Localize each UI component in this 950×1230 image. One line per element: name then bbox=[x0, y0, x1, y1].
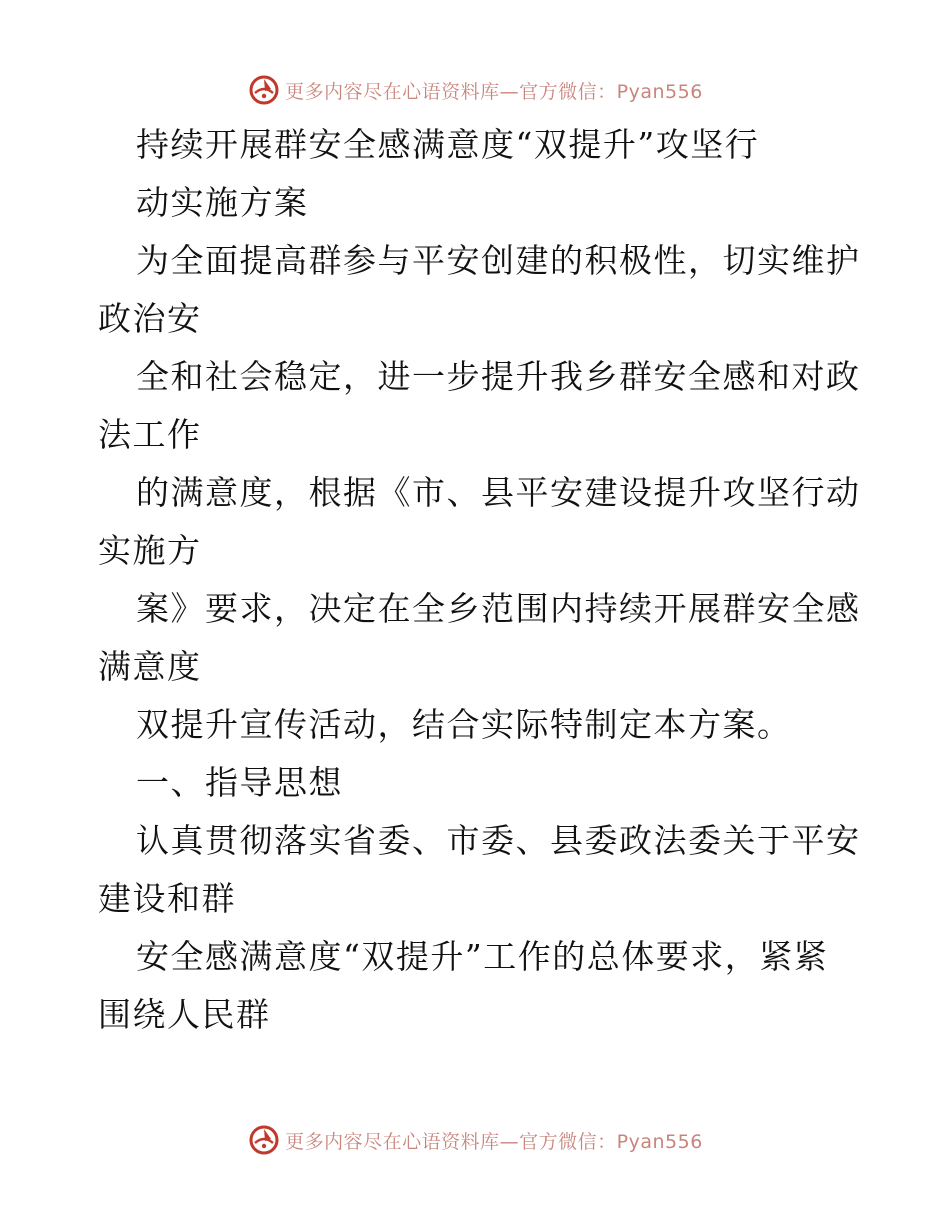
footer-banner bbox=[0, 1120, 950, 1160]
paragraph-line: 全和社会稳定，进一步提升我乡群安全感和对政 bbox=[136, 357, 861, 396]
paragraph-line: 法工作 bbox=[98, 415, 202, 454]
paragraph-line: 满意度 bbox=[98, 647, 202, 686]
document-body bbox=[98, 116, 861, 1044]
paragraph-line: 安全感满意度“双提升”工作的总体要求，紧紧 bbox=[136, 937, 829, 976]
banner-text: 更多内容尽在心语资料库—官方微信：Pyan556 bbox=[285, 1130, 703, 1153]
paragraph-line: 政治安 bbox=[98, 299, 202, 338]
paragraph-line: 案》要求，决定在全乡范围内持续开展群安全感 bbox=[136, 589, 861, 628]
header-banner bbox=[0, 70, 950, 110]
book-logo-icon bbox=[247, 1123, 281, 1157]
paragraph-line: 的满意度，根据《市、县平安建设提升攻坚行动 bbox=[136, 473, 861, 512]
doc-title-line-2: 动实施方案 bbox=[136, 183, 309, 222]
paragraph-line: 实施方 bbox=[98, 531, 202, 570]
book-logo-icon bbox=[247, 73, 281, 107]
paragraph-line: 双提升宣传活动，结合实际特制定本方案。 bbox=[136, 705, 792, 744]
paragraph-line: 围绕人民群 bbox=[98, 995, 271, 1034]
paragraph-line: 建设和群 bbox=[98, 879, 236, 918]
banner-text: 更多内容尽在心语资料库—官方微信：Pyan556 bbox=[285, 80, 703, 103]
doc-title-line-1: 持续开展群安全感满意度“双提升”攻坚行 bbox=[136, 125, 760, 164]
paragraph-line: 为全面提高群参与平安创建的积极性，切实维护 bbox=[136, 241, 861, 280]
paragraph-line: 认真贯彻落实省委、市委、县委政法委关于平安 bbox=[136, 821, 861, 860]
section-heading: 一、指导思想 bbox=[136, 763, 343, 802]
